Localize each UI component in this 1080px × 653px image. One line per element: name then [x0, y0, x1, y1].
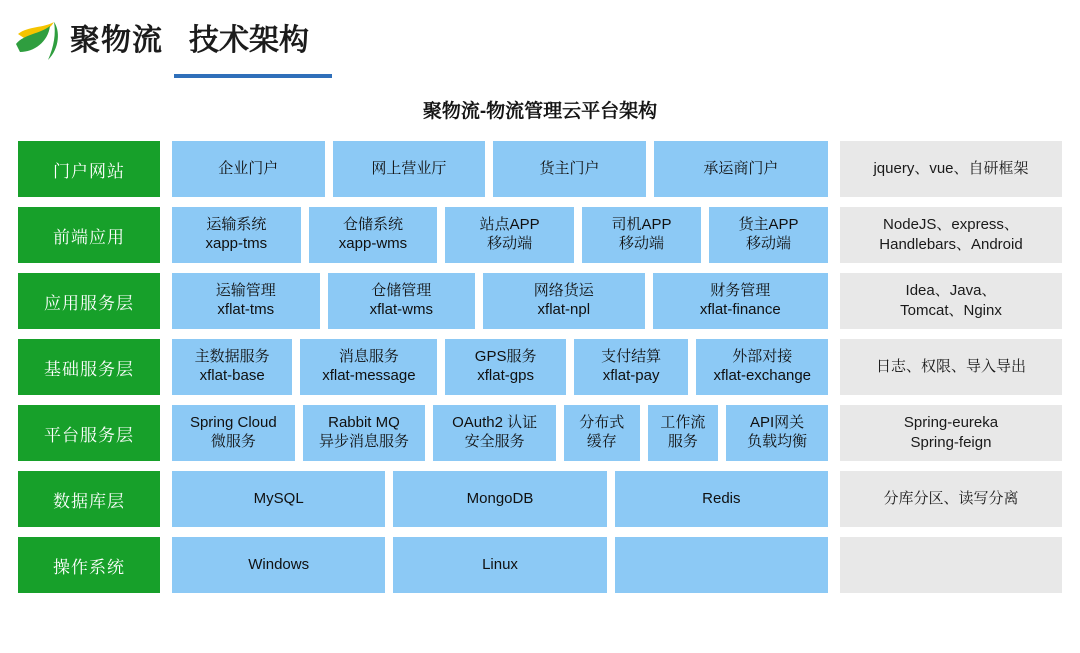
cell-line-2: 移动端	[618, 235, 664, 252]
cell-line-1: 支付结算	[601, 348, 662, 366]
cell-line-2: xflat-message	[322, 367, 416, 384]
cell-line-1: 工作流	[660, 414, 706, 432]
cell-line-2: 负载均衡	[747, 433, 808, 450]
cell-line-2: xapp-wms	[338, 235, 408, 252]
cell-line-1: GPS服务	[474, 348, 537, 366]
architecture-cell[interactable]	[172, 405, 295, 461]
architecture-cell[interactable]	[303, 405, 426, 461]
architecture-cell[interactable]	[433, 405, 556, 461]
cell-line-1: 主数据服务	[194, 348, 270, 366]
cell-line-2: 异步消息服务	[318, 433, 409, 450]
architecture-cell[interactable]	[653, 273, 828, 329]
tech-line-1: Idea、Java、	[905, 281, 997, 299]
cell-line-2: xflat-exchange	[713, 367, 812, 384]
cell-line-2: xflat-finance	[699, 301, 781, 318]
architecture-cell[interactable]	[172, 141, 325, 197]
architecture-cell[interactable]	[564, 405, 640, 461]
architecture-cell[interactable]	[709, 207, 828, 263]
architecture-cell[interactable]	[172, 537, 385, 593]
cell-line-1: 运输系统	[206, 216, 267, 234]
row-tech-stack	[840, 471, 1062, 527]
cell-line-1: OAuth2 认证	[452, 414, 538, 432]
row-cells	[172, 141, 828, 197]
row-label-1: 前端应用	[18, 207, 160, 263]
page-header	[0, 0, 1080, 92]
cell-line-2: 安全服务	[464, 433, 525, 450]
architecture-cell[interactable]	[696, 339, 828, 395]
row-label-3: 基础服务层	[18, 339, 160, 395]
cell-line-1: 司机APP	[611, 216, 672, 234]
cell-line-1: 财务管理	[710, 282, 771, 300]
row-cells	[172, 273, 828, 329]
row-tech-stack	[840, 141, 1062, 197]
architecture-cell[interactable]	[172, 339, 292, 395]
cell-line-1: 分布式	[579, 414, 625, 432]
cell-line-2: 移动端	[487, 235, 533, 252]
row-label-4: 平台服务层	[18, 405, 160, 461]
row-tech-stack	[840, 405, 1062, 461]
tech-line-1: 分库分区、读写分离	[883, 489, 1019, 507]
title-underline	[174, 74, 332, 78]
architecture-cell[interactable]	[582, 207, 701, 263]
cell-line-1: 货主APP	[738, 216, 799, 234]
architecture-cell[interactable]	[393, 537, 606, 593]
architecture-cell[interactable]	[300, 339, 437, 395]
diagram-title: 聚物流-物流管理云平台架构	[422, 101, 658, 122]
cell-line-2: xapp-tms	[205, 235, 268, 252]
cell-line-2: 移动端	[745, 235, 791, 252]
cell-line-1: 企业门户	[218, 159, 279, 177]
cell-line-1: MySQL	[253, 489, 304, 507]
cell-line-1: 外部对接	[732, 348, 793, 366]
row-label-6: 操作系统	[18, 537, 160, 593]
architecture-cell[interactable]	[493, 141, 646, 197]
tech-line-2: Tomcat、Nginx	[900, 302, 1002, 319]
row-tech-stack	[840, 339, 1062, 395]
brand-name: 聚物流	[70, 24, 163, 57]
row-tech-stack	[840, 207, 1062, 263]
cell-line-2: 微服务	[210, 433, 256, 450]
architecture-cell[interactable]	[328, 273, 476, 329]
cell-line-1: Windows	[248, 555, 310, 573]
tech-line-1: jquery、vue、自研框架	[873, 159, 1029, 177]
cell-line-1: 运输管理	[215, 282, 276, 300]
architecture-cell[interactable]	[615, 537, 828, 593]
architecture-cell[interactable]	[172, 471, 385, 527]
architecture-cell[interactable]	[654, 141, 828, 197]
row-cells	[172, 207, 828, 263]
row-cells	[172, 339, 828, 395]
cell-line-1: API网关	[750, 414, 805, 432]
row-label-2: 应用服务层	[18, 273, 160, 329]
page-title: 技术架构	[189, 24, 309, 57]
cell-line-1: Redis	[702, 489, 741, 507]
cell-line-2: 服务	[667, 433, 698, 450]
cell-line-1: Rabbit MQ	[328, 414, 400, 432]
row-cells	[172, 405, 828, 461]
architecture-row	[18, 537, 1062, 593]
cell-line-1: 站点APP	[479, 216, 540, 234]
cell-line-2: xflat-wms	[369, 301, 433, 318]
tech-line-1: Spring-eureka	[903, 413, 999, 431]
architecture-cell[interactable]	[172, 207, 301, 263]
cell-line-1: Linux	[482, 555, 518, 573]
cell-line-1: 承运商门户	[703, 159, 779, 177]
architecture-cell[interactable]	[393, 471, 606, 527]
leaf-logo-icon	[14, 20, 68, 66]
architecture-cell[interactable]	[574, 339, 689, 395]
cell-line-1: 仓储系统	[342, 216, 403, 234]
architecture-cell[interactable]	[648, 405, 719, 461]
cell-line-1: 货主门户	[539, 159, 600, 177]
row-cells	[172, 537, 828, 593]
architecture-cell[interactable]	[445, 339, 565, 395]
architecture-row	[18, 207, 1062, 263]
tech-line-2: Spring-feign	[910, 434, 992, 451]
cell-line-1: 消息服务	[338, 348, 399, 366]
architecture-cell[interactable]	[445, 207, 574, 263]
architecture-row	[18, 339, 1062, 395]
cell-line-1: 仓储管理	[371, 282, 432, 300]
cell-line-2: xflat-npl	[537, 301, 591, 318]
row-tech-stack	[840, 273, 1062, 329]
cell-line-2: xflat-pay	[602, 367, 660, 384]
cell-line-2: xflat-base	[199, 367, 265, 384]
architecture-row	[18, 471, 1062, 527]
architecture-row	[18, 405, 1062, 461]
architecture-cell[interactable]	[309, 207, 438, 263]
cell-line-1: 网络货运	[533, 282, 594, 300]
cell-line-1: MongoDB	[466, 489, 534, 507]
architecture-cell[interactable]	[726, 405, 828, 461]
architecture-cell[interactable]	[333, 141, 486, 197]
cell-line-2: 缓存	[586, 433, 617, 450]
tech-line-1: 日志、权限、导入导出	[875, 357, 1026, 375]
architecture-cell[interactable]	[615, 471, 828, 527]
cell-line-1: 网上营业厅	[371, 159, 447, 177]
architecture-diagram	[0, 141, 1080, 593]
row-label-0: 门户网站	[18, 141, 160, 197]
cell-line-2: xflat-tms	[217, 301, 275, 318]
architecture-cell[interactable]	[483, 273, 644, 329]
row-cells	[172, 471, 828, 527]
tech-line-1: NodeJS、express、	[883, 215, 1019, 233]
architecture-cell[interactable]	[172, 273, 320, 329]
architecture-row	[18, 141, 1062, 197]
architecture-row	[18, 273, 1062, 329]
row-label-5: 数据库层	[18, 471, 160, 527]
cell-line-2: xflat-gps	[477, 367, 534, 384]
cell-line-1: Spring Cloud	[189, 414, 277, 432]
tech-line-2: Handlebars、Android	[879, 236, 1023, 253]
row-tech-stack	[840, 537, 1062, 593]
